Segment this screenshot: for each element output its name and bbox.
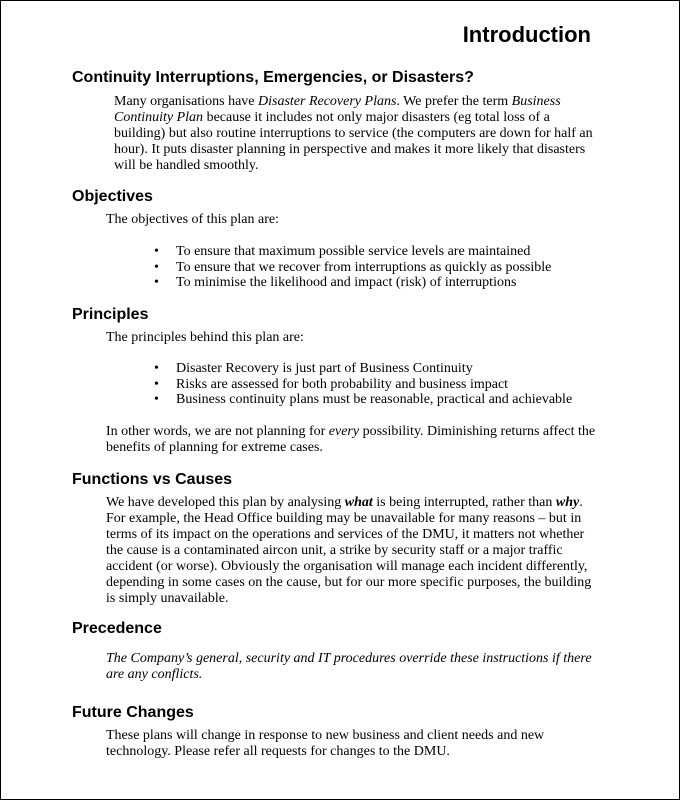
text-run: because it includes not only major disasters (eg total loss of a building) but also routine interruptions to service (the computers are down for half an hour). It puts disaster planning in perspective and makes it more likely that disasters will be handled smoothly.: [114, 110, 593, 173]
heading-principles: Principles: [72, 306, 149, 323]
list-item: • To ensure that maximum possible service levels are maintained: [153, 244, 551, 260]
paragraph-continuity: [114, 94, 599, 174]
page-title: Introduction: [462, 22, 591, 47]
text-run: is being interrupted, rather than: [372, 495, 556, 510]
text-run-italic: Disaster Recovery Plans: [258, 94, 397, 109]
list-item: • To minimise the likelihood and impact (risk) of interruptions: [153, 275, 551, 291]
text-run-italic: every: [328, 424, 360, 439]
heading-precedence: Precedence: [72, 620, 162, 637]
list-item: • Business continuity plans must be reasonable, practical and achievable: [153, 392, 572, 408]
text-run: In other words, we are not planning for: [106, 424, 329, 439]
paragraph-future-changes: These plans will change in response to new business and client needs and new technology. Please refer all requests for changes to the DMU.: [106, 728, 545, 759]
principles-outro: [106, 424, 601, 456]
paragraph-precedence: The Company’s general, security and IT procedures override these instructions if there are any conflicts.: [106, 651, 592, 682]
text-run-bold-italic: why: [555, 495, 580, 510]
list-item: • Disaster Recovery is just part of Business Continuity: [153, 361, 572, 377]
paragraph-functions: [106, 495, 601, 607]
heading-functions: Functions vs Causes: [72, 471, 233, 488]
text-run: . We prefer the term: [396, 94, 512, 109]
list-item: • To ensure that we recover from interruptions as quickly as possible: [153, 260, 551, 276]
text-run: We have developed this plan by analysing: [106, 495, 345, 510]
text-run: Many organisations have: [114, 94, 258, 109]
principles-intro: The principles behind this plan are:: [106, 330, 304, 345]
text-run: possibility. Diminishing returns affect the benefits of planning for extreme cases.: [106, 424, 596, 455]
text-run-italic: Business Continuity Plan: [114, 94, 561, 125]
heading-continuity: Continuity Interruptions, Emergencies, or Disasters?: [72, 69, 474, 86]
principles-list: [153, 361, 572, 408]
objectives-intro: The objectives of this plan are:: [106, 212, 279, 227]
list-item: • Risks are assessed for both probability and business impact: [153, 377, 572, 393]
text-run-bold-italic: what: [344, 495, 373, 510]
heading-objectives: Objectives: [72, 188, 153, 205]
heading-future-changes: Future Changes: [72, 704, 194, 721]
text-run: . For example, the Head Office building may be unavailable for many reasons – but in terms of its impact on the operations and services of the DMU, it matters not whether the cause is a contaminated aircon unit, a strike by security staff or a major traffic accident (or worse). Obviously the organisation will manage each incident differently, depending in some cases on the cause, but for our more specific purposes, the building is simply unavailable.: [106, 495, 592, 606]
objectives-list: [153, 244, 551, 291]
